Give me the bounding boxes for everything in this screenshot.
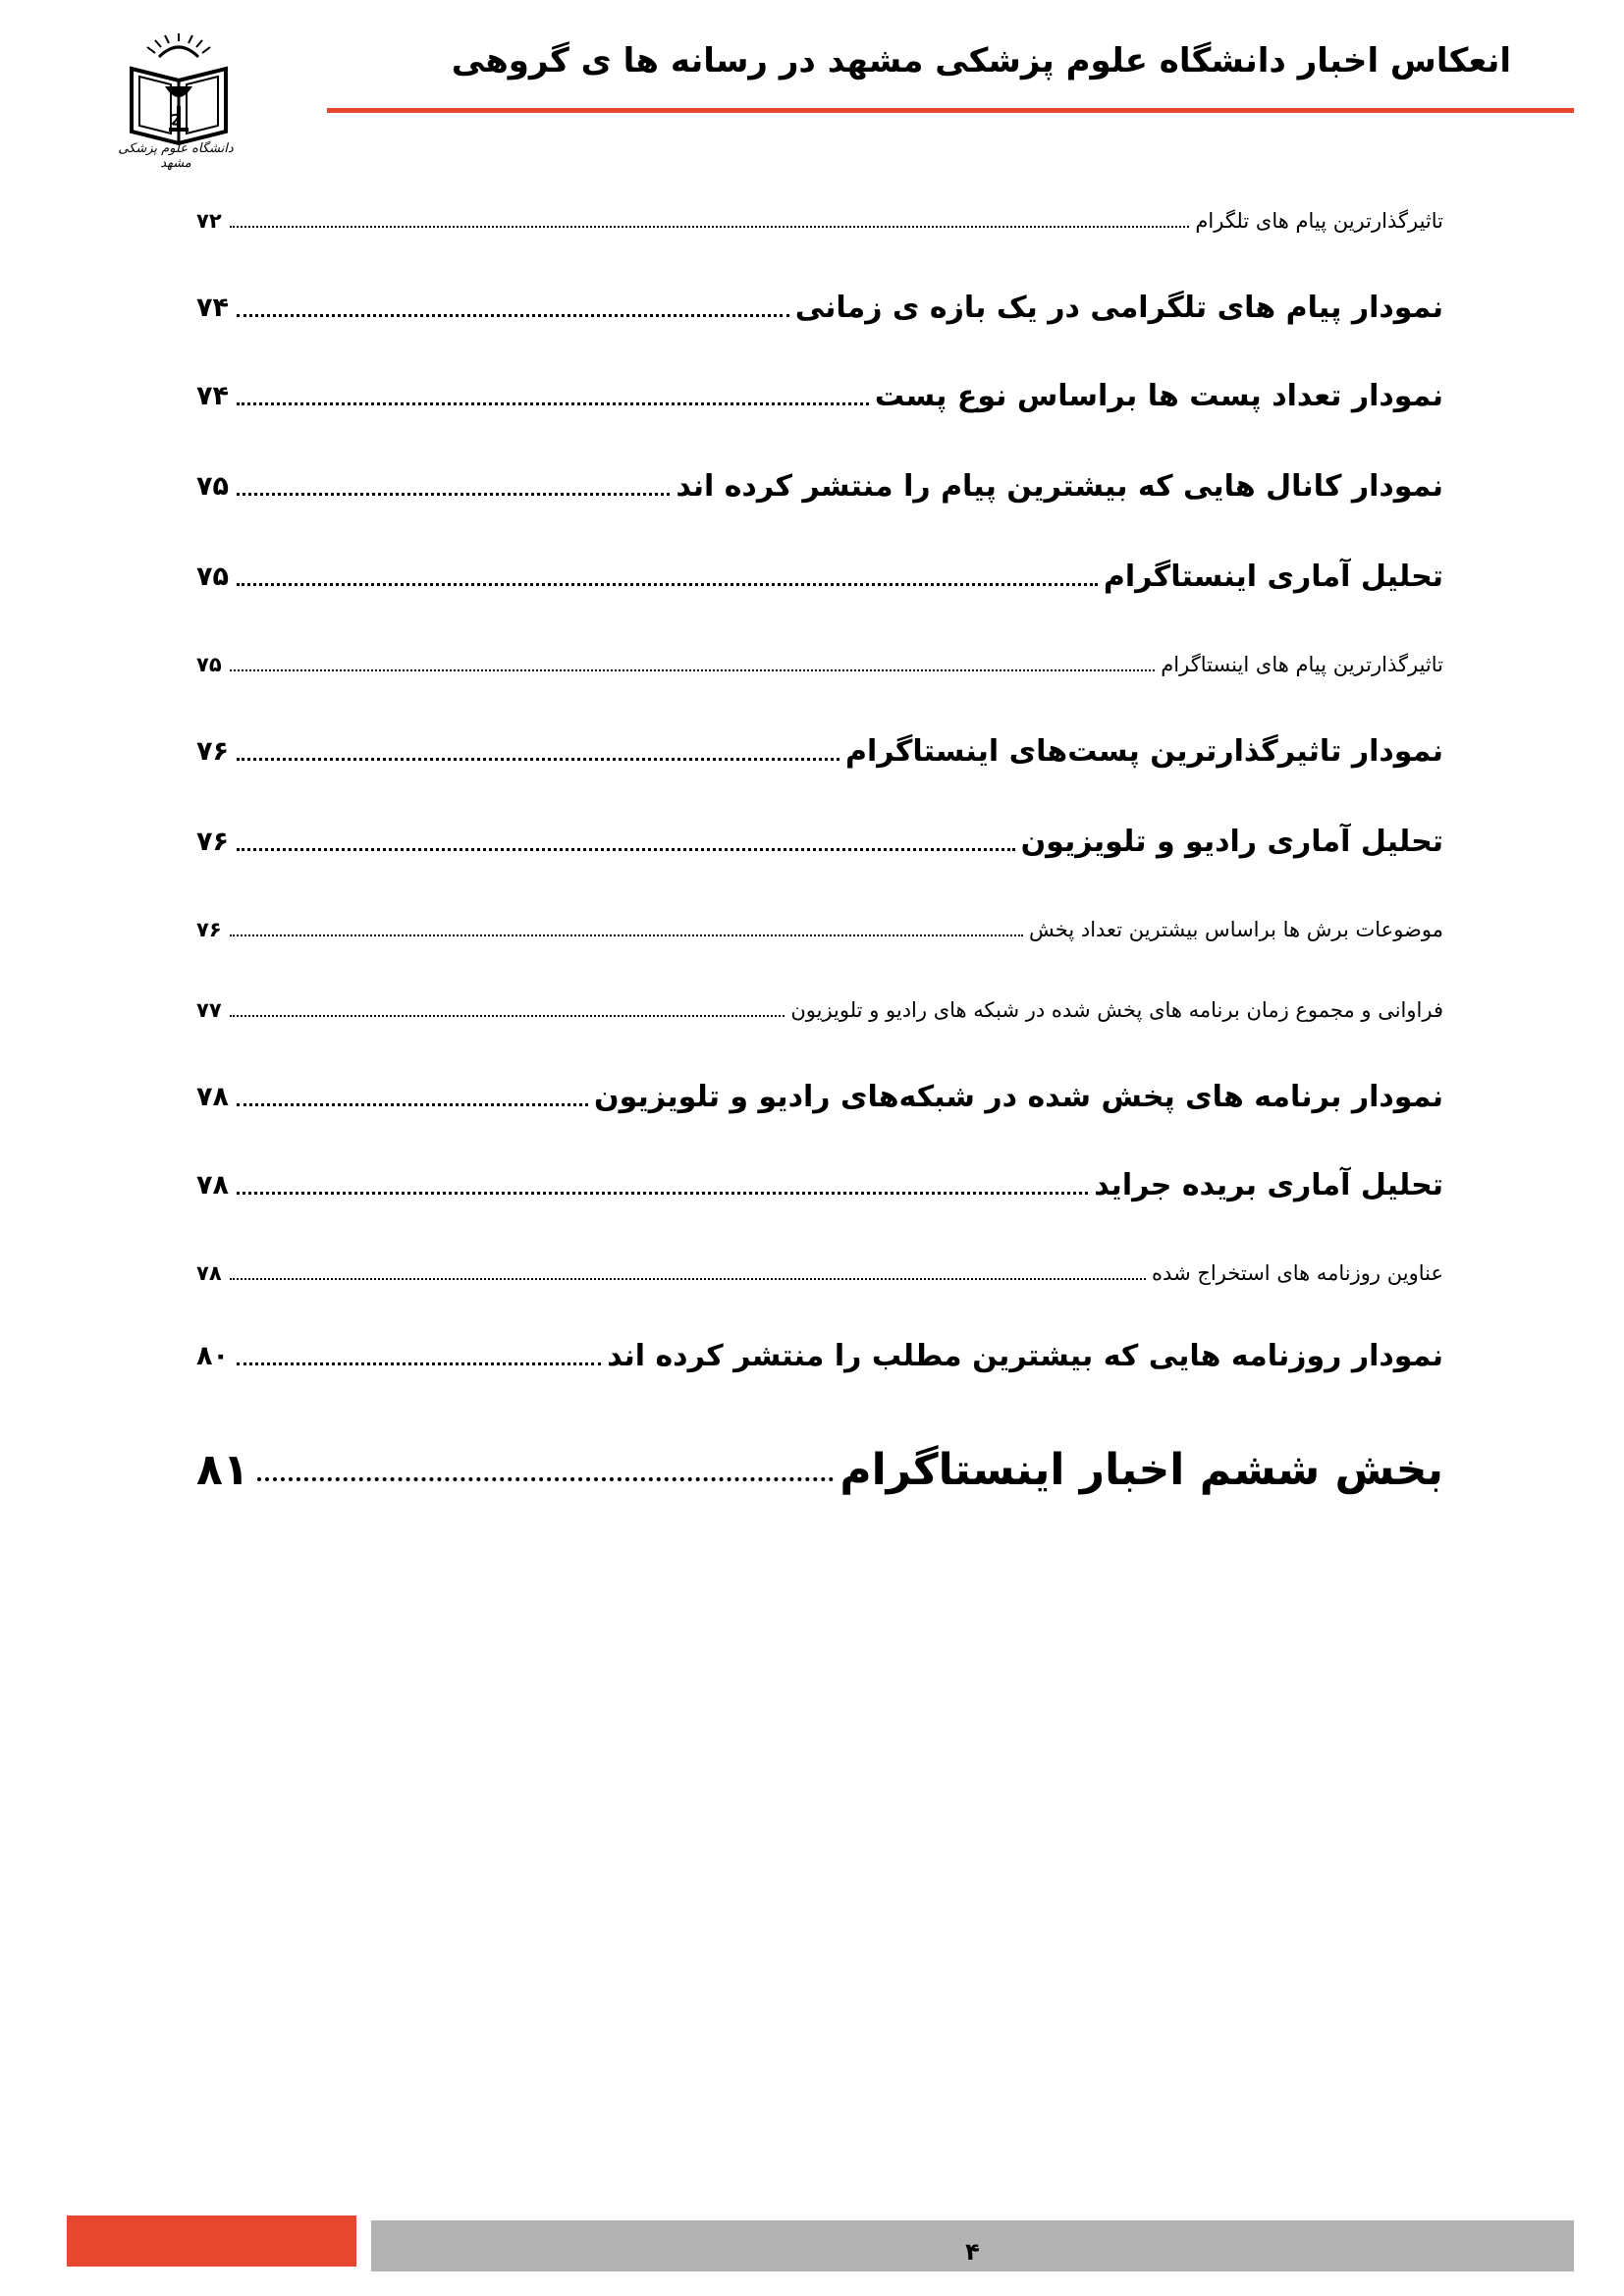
toc-entry-title: تاثیرگذارترین پیام های اینستاگرام bbox=[1161, 653, 1443, 676]
toc-page-number: ۷۸ bbox=[196, 1261, 222, 1285]
toc-entry-title: بخش ششم اخبار اینستاگرام bbox=[839, 1444, 1443, 1495]
footer-red-bar bbox=[67, 2216, 356, 2267]
toc-page-number: ۷۶ bbox=[196, 826, 229, 857]
toc-leader-dots bbox=[237, 583, 1098, 586]
toc-entry[interactable] bbox=[196, 905, 1443, 954]
toc-page-number: ۷۶ bbox=[196, 735, 229, 767]
header-divider bbox=[327, 108, 1574, 113]
toc-entry-title: نمودار تاثیرگذارترین پست‌های اینستاگرام bbox=[844, 733, 1443, 769]
toc-leader-dots bbox=[237, 314, 789, 317]
toc-leader-dots bbox=[237, 1192, 1088, 1195]
toc-entry-title: نمودار تعداد پست ها براساس نوع پست bbox=[874, 378, 1443, 413]
page-number: ۴ bbox=[965, 2238, 980, 2266]
toc-leader-dots bbox=[257, 1477, 835, 1481]
toc-leader-dots bbox=[230, 226, 1190, 228]
toc-entry[interactable] bbox=[196, 986, 1443, 1035]
toc-entry-title: عناوین روزنامه های استخراج شده bbox=[1152, 1261, 1443, 1285]
toc-entry[interactable] bbox=[196, 196, 1443, 245]
toc-entry-title: تحلیل آماری رادیو و تلویزیون bbox=[1020, 824, 1443, 859]
toc-page-number: ۸۰ bbox=[196, 1340, 229, 1371]
toc-entry[interactable] bbox=[196, 1160, 1443, 1209]
header-title: انعکاس اخبار دانشگاه علوم پزشکی مشهد در رسانه ها ی گروهی bbox=[451, 41, 1511, 80]
toc-part-entry[interactable] bbox=[196, 1435, 1443, 1504]
toc-leader-dots bbox=[230, 1015, 785, 1017]
toc-page-number: ۷۵ bbox=[196, 470, 229, 502]
toc-page-number: ۷۶ bbox=[196, 918, 222, 941]
toc-entry[interactable] bbox=[196, 640, 1443, 689]
toc-entry[interactable] bbox=[196, 283, 1443, 332]
toc-entry-title: نمودار برنامه های پخش شده در شبکه‌های رادیو و تلویزیون bbox=[594, 1079, 1443, 1114]
toc-leader-dots bbox=[237, 1103, 588, 1106]
toc-entry[interactable] bbox=[196, 726, 1443, 775]
toc-page-number: ۷۸ bbox=[196, 1081, 229, 1112]
toc-entry-title: تحلیل آماری اینستاگرام bbox=[1103, 559, 1443, 594]
toc-entry[interactable] bbox=[196, 371, 1443, 420]
toc-leader-dots bbox=[237, 1362, 601, 1365]
toc-page-number: ۷۴ bbox=[196, 380, 229, 411]
logo-caption: دانشگاه علوم پزشکی مشهد bbox=[118, 141, 234, 171]
toc-entry-title: نمودار پیام های تلگرامی در یک بازه ی زمانی bbox=[794, 290, 1443, 325]
toc-leader-dots bbox=[237, 848, 1015, 851]
toc-entry[interactable] bbox=[196, 817, 1443, 866]
toc-entry-title: موضوعات برش ها براساس بیشترین تعداد پخش bbox=[1029, 918, 1443, 941]
toc-page-number: ۸۱ bbox=[196, 1444, 249, 1495]
toc-entry-title: تاثیرگذارترین پیام های تلگرام bbox=[1195, 209, 1443, 233]
toc-page-number: ۷۲ bbox=[196, 209, 222, 233]
toc-entry[interactable] bbox=[196, 1331, 1443, 1380]
toc-page-number: ۷۴ bbox=[196, 292, 229, 323]
toc-entry[interactable] bbox=[196, 1249, 1443, 1298]
toc-leader-dots bbox=[230, 1278, 1146, 1280]
toc-page-number: ۷۷ bbox=[196, 998, 222, 1022]
toc-leader-dots bbox=[230, 934, 1023, 936]
toc-leader-dots bbox=[237, 493, 670, 496]
toc-leader-dots bbox=[237, 402, 869, 405]
toc-entry-title: نمودار روزنامه هایی که بیشترین مطلب را منتشر کرده اند bbox=[607, 1338, 1443, 1373]
toc-page-number: ۷۵ bbox=[196, 653, 222, 676]
toc-entry-title: تحلیل آماری بریده جراید bbox=[1094, 1167, 1443, 1202]
toc-leader-dots bbox=[237, 758, 839, 761]
university-logo bbox=[110, 29, 247, 171]
toc-entry-title: فراوانی و مجموع زمان برنامه های پخش شده در شبکه های رادیو و تلویزیون bbox=[790, 998, 1443, 1022]
toc-entry[interactable] bbox=[196, 552, 1443, 601]
toc-leader-dots bbox=[230, 669, 1156, 671]
toc-entry-title: نمودار کانال هایی که بیشترین پیام را منتشر کرده اند bbox=[676, 468, 1443, 504]
toc-entry[interactable] bbox=[196, 461, 1443, 510]
toc-page-number: ۷۵ bbox=[196, 561, 229, 592]
toc-entry[interactable] bbox=[196, 1072, 1443, 1121]
toc-page-number: ۷۸ bbox=[196, 1169, 229, 1201]
